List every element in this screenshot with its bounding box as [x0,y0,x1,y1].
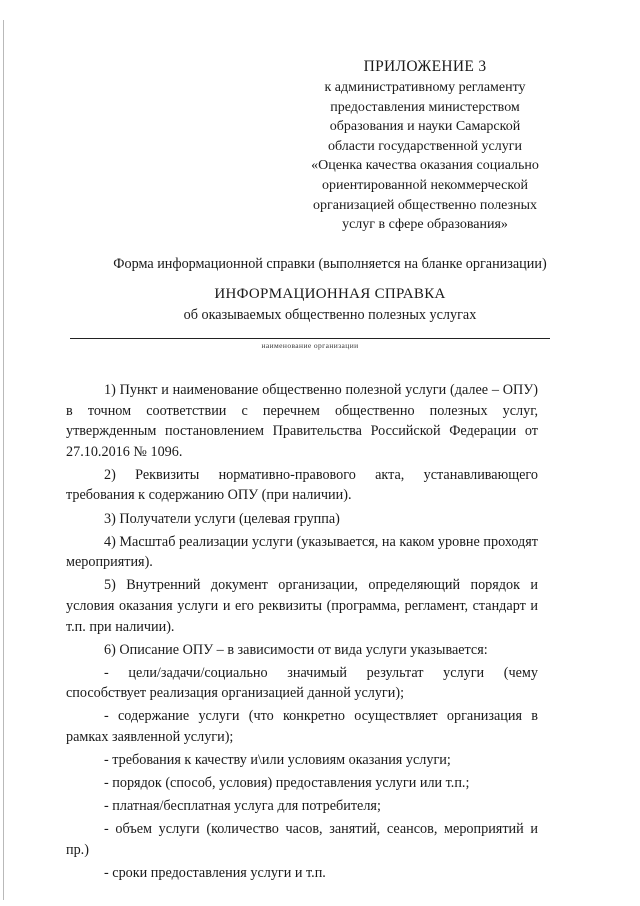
appendix-line: ориентированной некоммерческой [322,177,528,193]
appendix-line: «Оценка качества оказания социально [311,158,539,174]
appendix-description [290,78,560,235]
organization-name-caption: наименование организации [261,341,359,350]
sub-list-item: - порядок (способ, условия) предоставления услуги или т.п.; [104,775,470,792]
sub-list-item: - содержание услуги (что конкретно осуществляет организация в рамках заявленной услуги); [66,708,538,745]
list-item: 6) Описание ОПУ – в зависимости от вида услуги указывается: [104,641,488,658]
sub-list-item: - сроки предоставления услуги и т.п. [104,865,326,882]
organization-name-line [70,338,550,339]
sub-list-item: - платная/бесплатная услуга для потребителя; [104,798,381,815]
list-item: 4) Масштаб реализации услуги (указывается, на каком уровне проходят мероприятия). [66,533,538,571]
appendix-line: предоставления министерством [330,99,520,115]
appendix-line: к административному регламенту [324,80,526,95]
form-note: Форма информационной справки (выполняется на бланке организации) [113,256,547,272]
sub-list-item: - объем услуги (количество часов, занятий, сеансов, мероприятий и пр.) [66,821,538,858]
document-subtitle: об оказываемых общественно полезных услугах [183,307,477,323]
appendix-title: ПРИЛОЖЕНИЕ 3 [363,58,487,75]
list-item: 1) Пункт и наименование общественно полезной услуги (далее – ОПУ) в точном соответствии с перечнем общественно полезных услуг, утвержденным постановлением Правительства Российской Федерации от 27.10.2016 № 1096. [66,382,538,460]
list-item: 2) Реквизиты нормативно-правового акта, устанавливающего требования к содержанию ОПУ (при наличии). [66,466,538,504]
list-item: 5) Внутренний документ организации, определяющий порядок и условия оказания услуги и его реквизиты (программа, регламент, стандарт и т.п. при наличии). [66,577,538,635]
appendix-line: организацией общественно полезных [312,197,537,213]
appendix-line: образования и науки Самарской [329,119,521,135]
document-title: ИНФОРМАЦИОННАЯ СПРАВКА [214,286,446,302]
appendix-line: услуг в сфере образования» [342,217,508,233]
list-item: 3) Получатели услуги (целевая группа) [104,510,340,527]
sub-list-item: - цели/задачи/социально значимый результат услуги (чему способствует реализация организацией данной услуги); [66,664,538,702]
document-body [66,380,538,886]
appendix-header [290,56,560,235]
scan-edge-line [3,20,4,900]
appendix-line: области государственной услуги [327,138,522,154]
sub-list-item: - требования к качеству и\или условиям оказания услуги; [104,752,451,769]
